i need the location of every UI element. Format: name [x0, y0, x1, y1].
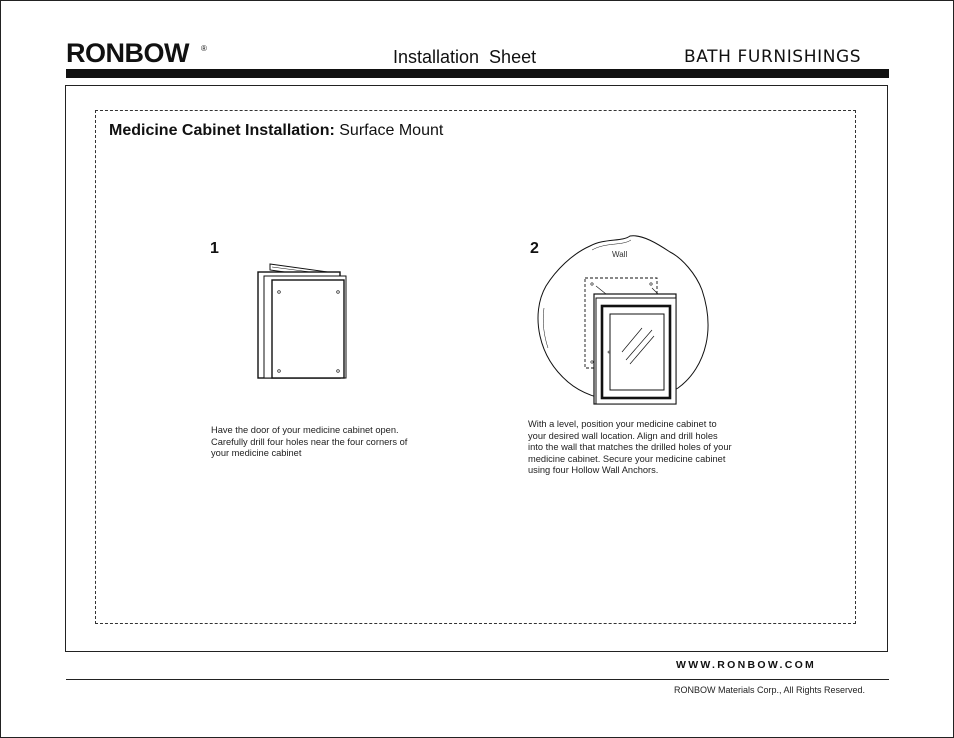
website-url[interactable]: WWW.RONBOW.COM: [676, 659, 817, 671]
step-2-number: 2: [530, 240, 539, 257]
open-medicine-cabinet-icon: [254, 260, 354, 382]
ronbow-logo: RONBOW: [66, 38, 189, 68]
step-1-number: 1: [210, 240, 219, 257]
section-title-regular: Surface Mount: [334, 122, 444, 139]
step-2-instructions: With a level, position your medicine cabinet to your desired wall location. Align and drill holes into the wall that matches the drilled holes of your medicine cabinet. Secure your medicine cabinet using four Hollow Wall Anchors.: [528, 419, 732, 476]
sheet-title: Installation Sheet: [393, 47, 537, 67]
footer-divider: [66, 679, 889, 680]
header-divider-bar: [66, 69, 889, 78]
section-title: [109, 122, 443, 140]
step-1-instructions: Have the door of your medicine cabinet open. Carefully drill four holes near the four corners of your medicine cabinet: [211, 425, 408, 459]
wall-label: Wall: [612, 250, 628, 259]
registered-mark: ®: [201, 44, 207, 53]
brand-tagline: BATH FURNISHINGS: [684, 47, 862, 67]
copyright-notice: RONBOW Materials Corp., All Rights Reserved.: [674, 685, 866, 695]
instruction-panel: [95, 110, 856, 624]
section-title-bold: Medicine Cabinet Installation:: [109, 122, 335, 139]
